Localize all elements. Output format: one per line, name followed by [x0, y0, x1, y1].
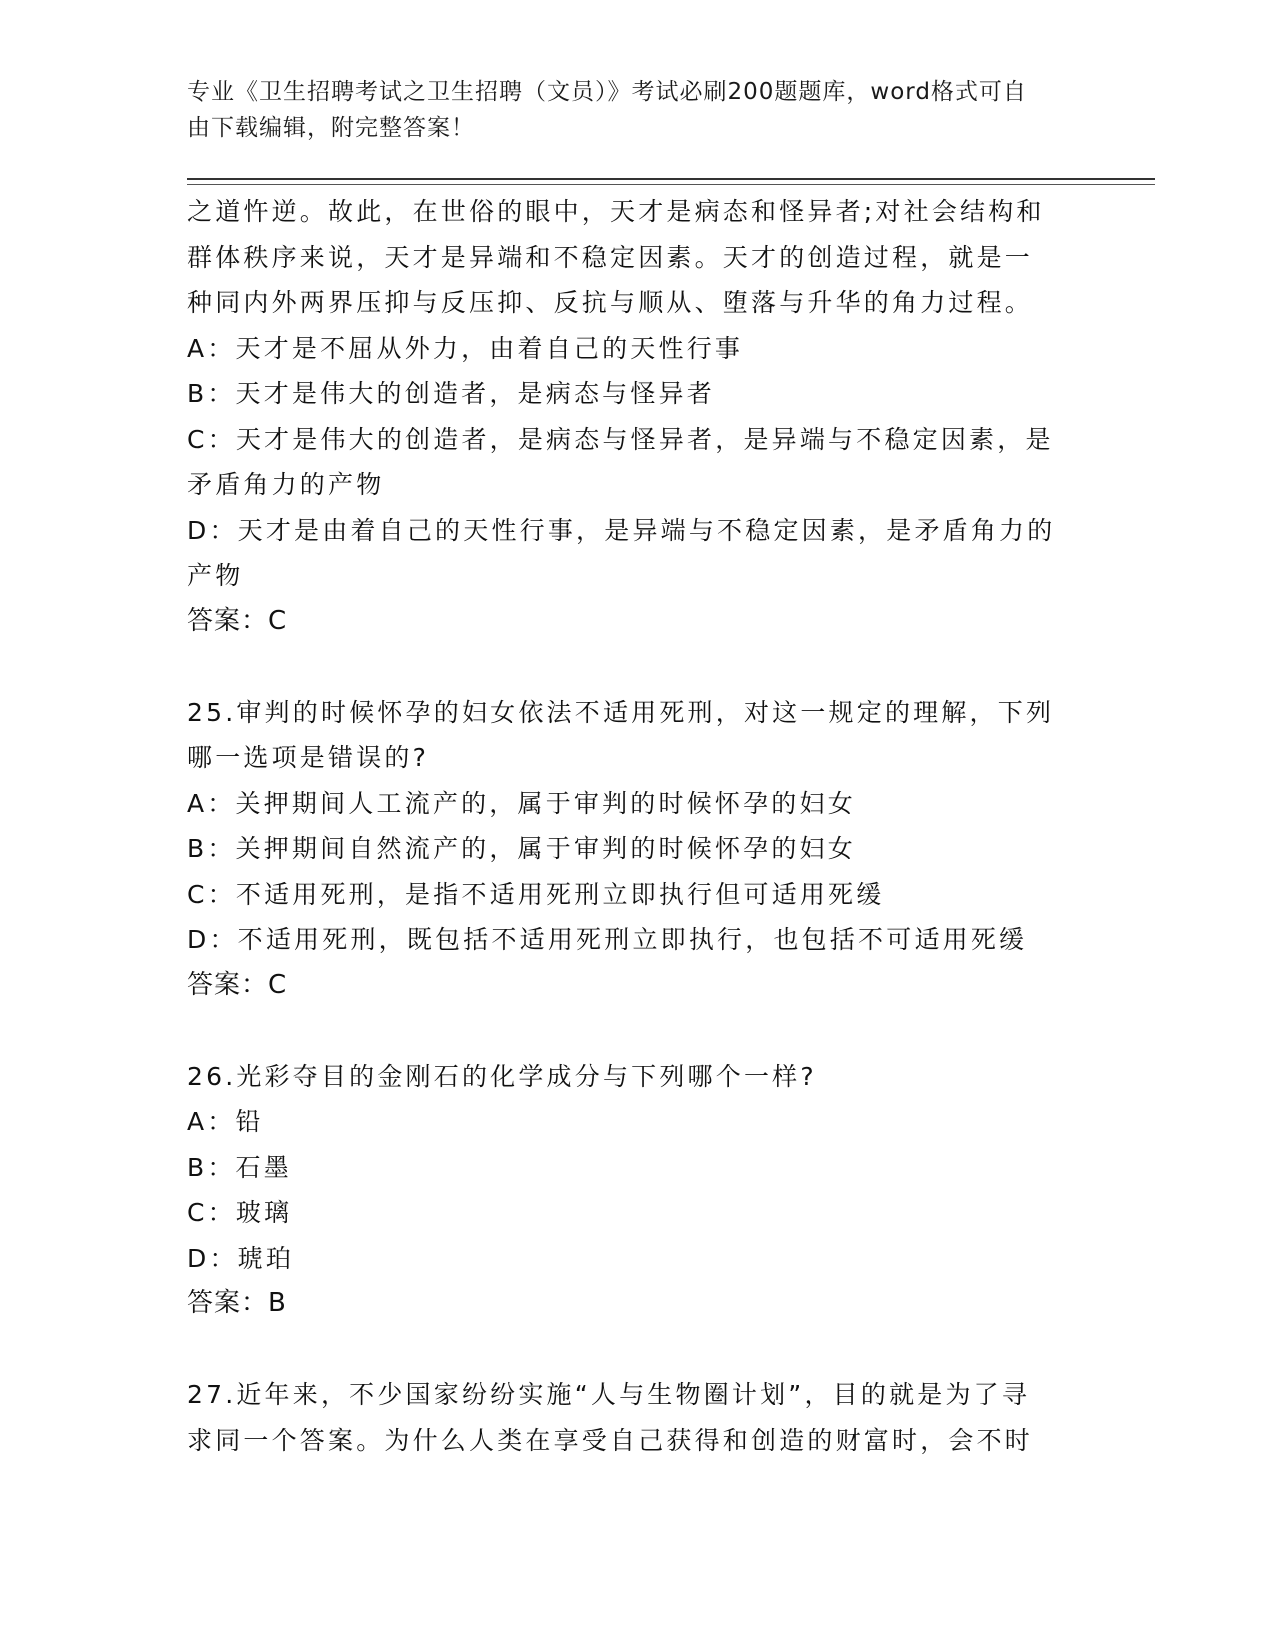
option-b: B：天才是伟大的创造者，是病态与怪异者 [187, 379, 715, 408]
question-text-line: 求同一个答案。为什么人类在享受自己获得和创造的财富时，会不时 [187, 1425, 1034, 1455]
option-c: C：天才是伟大的创造者，是病态与怪异者，是异端与不稳定因素，是 [187, 424, 1054, 454]
option-b: B：关押期间自然流产的，属于审判的时候怀孕的妇女 [187, 834, 856, 863]
option-c: C：不适用死刑，是指不适用死刑立即执行但可适用死缓 [187, 879, 885, 909]
question-text-line: 25.审判的时候怀孕的妇女依法不适用死刑，对这一规定的理解，下列 [187, 697, 1055, 727]
option-d: D：不适用死刑，既包括不适用死刑立即执行，也包括不可适用死缓 [187, 925, 1028, 954]
document-body [187, 189, 1087, 1463]
question-25 [187, 690, 1087, 1009]
header-divider-thin [187, 184, 1155, 185]
question-spacer [187, 1008, 1087, 1054]
question-text-line: 之道忤逆。故此，在世俗的眼中，天才是病态和怪异者;对社会结构和 [187, 197, 1045, 226]
option-a: A：关押期间人工流产的，属于审判的时候怀孕的妇女 [187, 788, 856, 818]
answer-line: 答案：C [187, 969, 288, 1000]
question-text-line: 26.光彩夺目的金刚石的化学成分与下列哪个一样? [187, 1061, 817, 1091]
option-b: B：石墨 [187, 1152, 292, 1182]
question-spacer [187, 644, 1087, 690]
option-d: D：天才是由着自己的天性行事，是异端与不稳定因素，是矛盾角力的 [187, 515, 1056, 545]
answer-line: 答案：C [187, 605, 288, 636]
option-a: A：铅 [187, 1107, 264, 1136]
question-spacer [187, 1327, 1087, 1373]
header-divider-thick [187, 178, 1155, 180]
header-line: 专业《卫生招聘考试之卫生招聘（文员）》考试必刷200题题库，word格式可自 [187, 79, 1027, 105]
document-header [187, 74, 1067, 146]
question-text-line: 哪一选项是错误的? [187, 743, 430, 772]
question-24-tail [187, 189, 1087, 644]
question-text-line: 种同内外两界压抑与反压抑、反抗与顺从、堕落与升华的角力过程。 [187, 288, 1034, 317]
option-d: D：琥珀 [187, 1243, 295, 1273]
question-27 [187, 1372, 1087, 1463]
answer-line: 答案：B [187, 1288, 287, 1318]
header-line: 由下载编辑，附完整答案！ [187, 115, 475, 141]
question-text-line: 27.近年来，不少国家纷纷实施“人与生物圈计划”，目的就是为了寻 [187, 1380, 1031, 1409]
option-d-continued: 产物 [187, 561, 244, 590]
option-c-continued: 矛盾角力的产物 [187, 470, 385, 499]
option-c: C：玻璃 [187, 1198, 293, 1227]
question-text-line: 群体秩序来说，天才是异端和不稳定因素。天才的创造过程，就是一 [187, 242, 1034, 272]
option-a: A：天才是不屈从外力，由着自己的天性行事 [187, 333, 744, 363]
question-26 [187, 1054, 1087, 1327]
